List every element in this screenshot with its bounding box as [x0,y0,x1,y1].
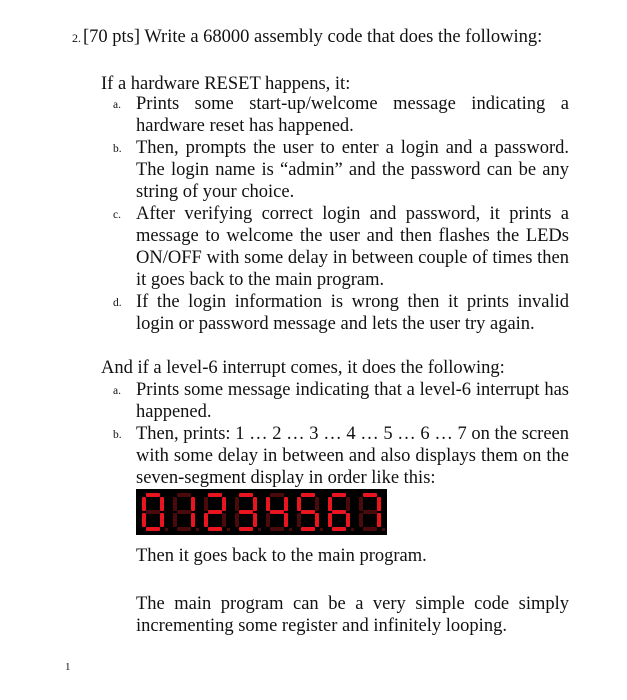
segment-d [363,527,377,531]
page-number: 1 [65,661,71,673]
segment-b [377,497,381,511]
reset-item-d [113,291,569,335]
segment-b [315,497,319,511]
item-label: c. [113,209,121,221]
segment-e [297,513,301,527]
item-text: If the login information is wrong then it prints invalid login or password message and lets the user try again. [136,292,569,334]
item-text: After verifying correct login and password, it prints a message to welcome the user and then flashes the LEDs ON/OFF with some delay in between couple of times then it goes back to the main program. [136,204,569,290]
segment-a [208,493,222,497]
segment-a [177,493,191,497]
segment-f [359,497,363,511]
segment-g [177,510,191,514]
decimal-point [227,528,230,531]
segment-c [160,513,164,527]
segment-f [204,497,208,511]
item-text: Then, prints: 1 … 2 … 3 … 4 … 5 … 6 … 7 on the screen with some delay in between and also displays them on the seven-segment display in order like this: [136,424,569,488]
question-header [72,26,612,49]
question-number: 2. [72,31,81,45]
item-text: Prints some start-up/welcome message indicating a hardware reset has happened. [136,94,569,136]
decimal-point [258,528,261,531]
segment-a [363,493,377,497]
segment-f [266,497,270,511]
segment-c [377,513,381,527]
segment-e [204,513,208,527]
decimal-point [351,528,354,531]
reset-item-a [113,93,569,137]
decimal-point [196,528,199,531]
segment-d [177,527,191,531]
segment-g [332,510,346,514]
seven-segment-digit-3 [235,493,261,531]
segment-b [222,497,226,511]
segment-e [266,513,270,527]
segment-f [235,497,239,511]
segment-c [346,513,350,527]
seven-segment-digit-2 [204,493,230,531]
segment-c [253,513,257,527]
seven-segment-digit-7 [359,493,385,531]
segment-d [239,527,253,531]
item-text: Then, prompts the user to enter a login and a password. The login name is “admin” and the password can be any string of your choice. [136,138,569,202]
segment-e [173,513,177,527]
seven-segment-digit-4 [266,493,292,531]
decimal-point [289,528,292,531]
segment-g [363,510,377,514]
seven-segment-digit-5 [297,493,323,531]
question-title: [70 pts] Write a 68000 assembly code that does the following: [83,27,543,47]
reset-item-b [113,137,569,203]
seven-segment-digit-1 [173,493,199,531]
reset-intro: If a hardware RESET happens, it: [101,74,351,94]
segment-a [270,493,284,497]
interrupt-intro: And if a level-6 interrupt comes, it does the following: [101,358,505,378]
segment-g [208,510,222,514]
segment-c [284,513,288,527]
segment-b [191,497,195,511]
segment-d [146,527,160,531]
reset-item-c [113,203,569,291]
seven-segment-graphic [136,489,387,535]
segment-f [142,497,146,511]
segment-a [239,493,253,497]
closing-text: Then it goes back to the main program. [136,546,427,566]
segment-e [359,513,363,527]
main-program-note: The main program can be a very simple code simply incrementing some register and infinitely looping. [136,594,569,636]
item-label: b. [113,143,122,155]
segment-e [142,513,146,527]
seven-segment-display [136,489,387,535]
segment-b [284,497,288,511]
segment-b [346,497,350,511]
interrupt-item-b [113,423,569,489]
seven-segment-digit-0 [142,493,168,531]
segment-d [332,527,346,531]
item-label: a. [113,385,121,397]
item-label: a. [113,99,121,111]
segment-a [301,493,315,497]
item-label: b. [113,429,122,441]
decimal-point [320,528,323,531]
segment-e [328,513,332,527]
segment-g [239,510,253,514]
item-text: Prints some message indicating that a level-6 interrupt has happened. [136,380,569,422]
segment-b [253,497,257,511]
seven-segment-digit-6 [328,493,354,531]
segment-c [191,513,195,527]
segment-f [328,497,332,511]
segment-g [301,510,315,514]
segment-d [208,527,222,531]
segment-a [332,493,346,497]
segment-d [270,527,284,531]
segment-c [222,513,226,527]
segment-g [146,510,160,514]
item-label: d. [113,297,122,309]
decimal-point [165,528,168,531]
segment-a [146,493,160,497]
segment-e [235,513,239,527]
segment-f [173,497,177,511]
segment-c [315,513,319,527]
segment-b [160,497,164,511]
segment-d [301,527,315,531]
segment-f [297,497,301,511]
decimal-point [382,528,385,531]
interrupt-item-a [113,379,569,423]
segment-g [270,510,284,514]
